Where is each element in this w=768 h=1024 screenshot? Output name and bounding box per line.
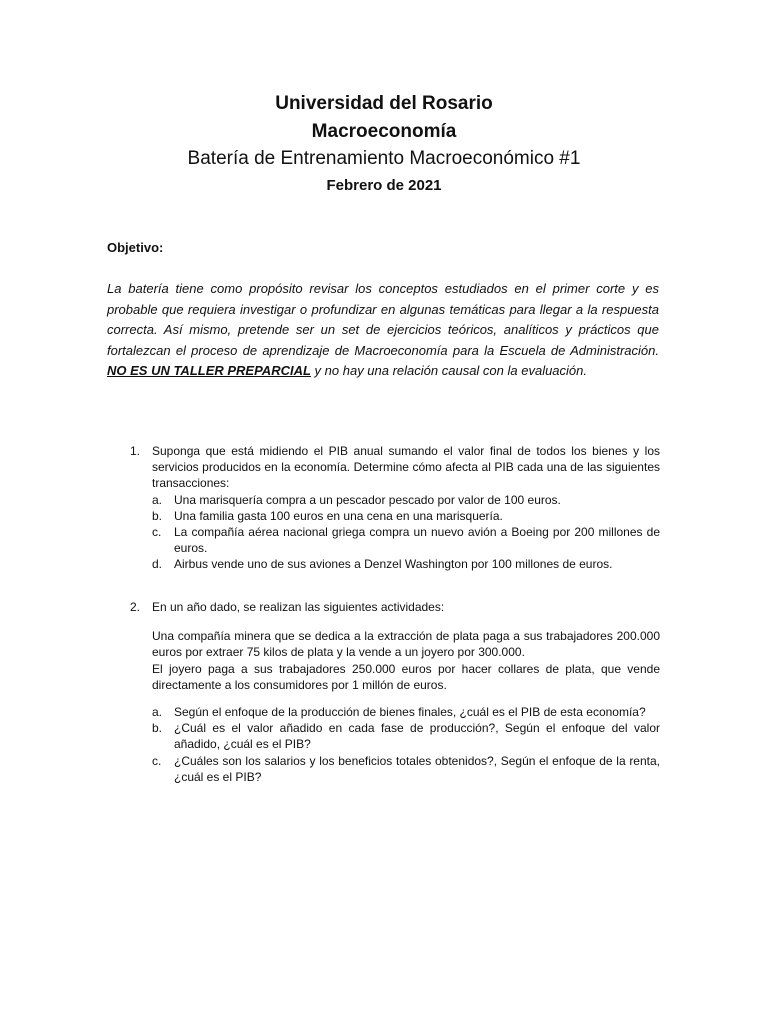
subject-title: Macroeconomía <box>311 121 457 142</box>
question-item <box>152 720 660 752</box>
university-name: Universidad del Rosario <box>275 93 493 114</box>
objective-text: La batería tiene como propósito revisar los conceptos estudiados en el primer corte y es probable que requiera investigar o profundizar en algunas temáticas para llegar a la respuesta correcta. Así mismo, pretende ser un set de ejercicios teóricos, analíticos y prácticos que fortalezcan el proceso de aprendizaje de Macroeconomía para la Escuela de Administración. <box>107 281 659 358</box>
item-text: Según el enfoque de la producción de bienes finales, ¿cuál es el PIB de esta economía? <box>174 705 646 720</box>
item-text: Airbus vende uno de sus aviones a Denzel Washington por 100 millones de euros. <box>174 557 613 572</box>
question-text: En un año dado, se realizan las siguientes actividades: <box>152 600 445 614</box>
question-1 <box>130 443 660 573</box>
question-paragraph: El joyero paga a sus trabajadores 250.000 euros por hacer collares de plata, que vende directamente a los consumidores por 1 millón de euros. <box>152 661 660 692</box>
item-letter: b. <box>152 508 163 523</box>
document-date: Febrero de 2021 <box>326 177 442 194</box>
question-2 <box>130 599 660 785</box>
question-item <box>152 753 660 785</box>
item-text: ¿Cuáles son los salarios y los beneficios totales obtenidos?, Según el enfoque de la renta, ¿cuál es el PIB? <box>174 753 660 784</box>
question-number: 2. <box>130 600 141 614</box>
item-text: Una marisquería compra a un pescador pescado por valor de 100 euros. <box>174 492 561 507</box>
question-item <box>152 704 660 720</box>
item-text: ¿Cuál es el valor añadido en cada fase de producción?, Según el enfoque del valor añadido, ¿cuál es el PIB? <box>174 721 660 752</box>
item-text: La compañía aérea nacional griega compra un nuevo avión a Boeing por 200 millones de euros. <box>174 525 660 556</box>
item-text: Una familia gasta 100 euros en una cena en una marisquería. <box>174 508 503 523</box>
item-letter: b. <box>152 721 163 736</box>
question-item <box>152 524 660 556</box>
question-paragraph: Una compañía minera que se dedica a la extracción de plata paga a sus trabajadores 200.000 euros por extraer 75 kilos de plata y la vende a un joyero por 300.000. <box>152 629 660 660</box>
question-number: 1. <box>130 444 141 458</box>
objective-emphasis: NO ES UN TALLER PREPARCIAL <box>107 363 311 379</box>
item-letter: a. <box>152 492 163 507</box>
question-item <box>152 492 660 508</box>
objective-label: Objetivo: <box>107 240 164 255</box>
question-text: Suponga que está midiendo el PIB anual sumando el valor final de todos los bienes y los servicios producidos en la economía. Determine cómo afecta al PIB cada una de las siguientes transacciones: <box>152 444 660 491</box>
item-letter: a. <box>152 705 163 720</box>
document-title: Batería de Entrenamiento Macroeconómico #1 <box>187 148 581 169</box>
item-letter: c. <box>152 525 162 540</box>
objective-text-end: y no hay una relación causal con la evaluación. <box>314 363 588 379</box>
objective-paragraph <box>107 279 659 382</box>
item-letter: c. <box>152 753 162 768</box>
item-letter: d. <box>152 557 163 572</box>
question-item <box>152 556 660 572</box>
question-item <box>152 508 660 524</box>
